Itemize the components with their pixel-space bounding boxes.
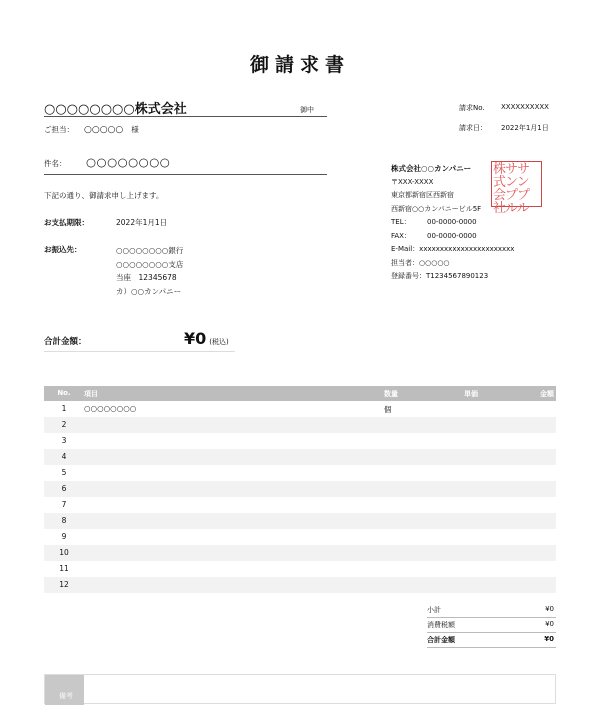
summary-row	[427, 603, 556, 618]
row-no: 5	[61, 468, 67, 477]
row-no: 6	[61, 484, 67, 493]
summary-label: 小計	[427, 606, 441, 614]
table-row	[44, 433, 556, 449]
row-no: 8	[61, 516, 67, 525]
row-qty: 個	[384, 405, 392, 414]
row-no: 4	[61, 452, 67, 461]
client-underline	[44, 116, 327, 117]
subject-underline	[44, 174, 327, 175]
table-row	[44, 529, 556, 545]
summary-row	[427, 633, 556, 648]
summary-label: 合計金額	[427, 636, 455, 644]
table-row	[44, 513, 556, 529]
row-no: 9	[61, 532, 67, 541]
due-label: お支払期限：	[44, 218, 89, 227]
row-no: 1	[61, 404, 67, 413]
table-row	[44, 417, 556, 433]
bank-label: お振込先：	[44, 245, 82, 254]
summary-value: ¥0	[545, 620, 554, 628]
line-items-table	[44, 386, 556, 593]
client-name: ○○○○○○○○株式会社	[44, 102, 187, 117]
row-item: ○○○○○○○○	[84, 404, 137, 413]
table-row	[44, 577, 556, 593]
total-label: 合計金額：	[44, 337, 87, 347]
due-value: 2022年1月1日	[116, 218, 168, 227]
invoice-date-value: 2022年1月1日	[501, 124, 549, 132]
bank-account: 当座 12345678	[116, 273, 177, 282]
total-underline	[44, 351, 235, 352]
bank-name: ○○○○○○○○銀行	[116, 246, 184, 255]
bank-details	[116, 244, 183, 298]
issuer-person: 担当者：○○○○○	[391, 258, 450, 267]
issuer-tel: TEL： 00-0000-0000	[391, 218, 477, 226]
header-unit-price: 単価	[464, 390, 478, 398]
invoice-no-label: 請求No.	[459, 104, 485, 112]
issuer-email: E-Mail：xxxxxxxxxxxxxxxxxxxxxxx	[391, 245, 515, 253]
header-no: No.	[57, 389, 71, 397]
summary-value: ¥0	[544, 635, 554, 643]
row-no: 2	[61, 420, 67, 429]
row-no: 7	[61, 500, 67, 509]
table-row	[44, 561, 556, 577]
client-honorific: 御中	[300, 106, 314, 114]
row-no: 3	[61, 436, 67, 445]
company-seal-stamp: 株ササ 式ンン 会ププ 社ルル	[491, 161, 542, 207]
issuer-address1: 東京都新宿区西新宿	[391, 191, 454, 199]
row-no: 12	[59, 580, 69, 589]
summary-row	[427, 618, 556, 633]
invoice-note: 下記の通り、御請求申し上げます。	[44, 191, 164, 200]
invoice-no-value: XXXXXXXXXX	[501, 103, 549, 111]
contact-suffix: 様	[131, 125, 139, 134]
table-row	[44, 449, 556, 465]
invoice-date-label: 請求日：	[459, 124, 487, 132]
issuer-name: 株式会社○○カンパニー	[391, 164, 472, 173]
subject-label: 件名：	[44, 159, 67, 168]
contact-label: ご担当：	[44, 125, 74, 134]
table-row	[44, 545, 556, 561]
table-row	[44, 481, 556, 497]
header-amount: 金額	[540, 390, 554, 398]
summary-label: 消費税額	[427, 621, 455, 629]
header-qty: 数量	[384, 390, 398, 398]
table-row	[44, 401, 556, 417]
row-no: 10	[59, 548, 69, 557]
client-contact	[44, 124, 139, 135]
table-row	[44, 465, 556, 481]
tax-note: (税込)	[209, 338, 229, 346]
contact-name: ○○○○○	[84, 125, 124, 135]
issuer-address2: 西新宿○○カンパニービル5F	[391, 204, 482, 213]
remarks-header: 備考	[45, 675, 84, 705]
header-item: 項目	[84, 390, 98, 398]
document-title: 御請求書	[249, 54, 350, 76]
summary-value: ¥0	[545, 605, 554, 613]
summary-table	[427, 603, 556, 648]
issuer-postal: 〒XXX-XXXX	[391, 177, 434, 186]
table-header	[44, 386, 556, 401]
total-amount: ¥0 (税込)	[184, 329, 229, 348]
issuer-registration: 登録番号：T1234567890123	[391, 272, 489, 280]
table-row	[44, 497, 556, 513]
row-no: 11	[59, 564, 69, 573]
subject-value: ○○○○○○○○	[86, 155, 171, 169]
bank-holder: カ）○○カンパニー	[116, 286, 182, 296]
bank-branch: ○○○○○○○○支店	[116, 259, 184, 269]
issuer-fax: FAX： 00-0000-0000	[391, 231, 477, 240]
